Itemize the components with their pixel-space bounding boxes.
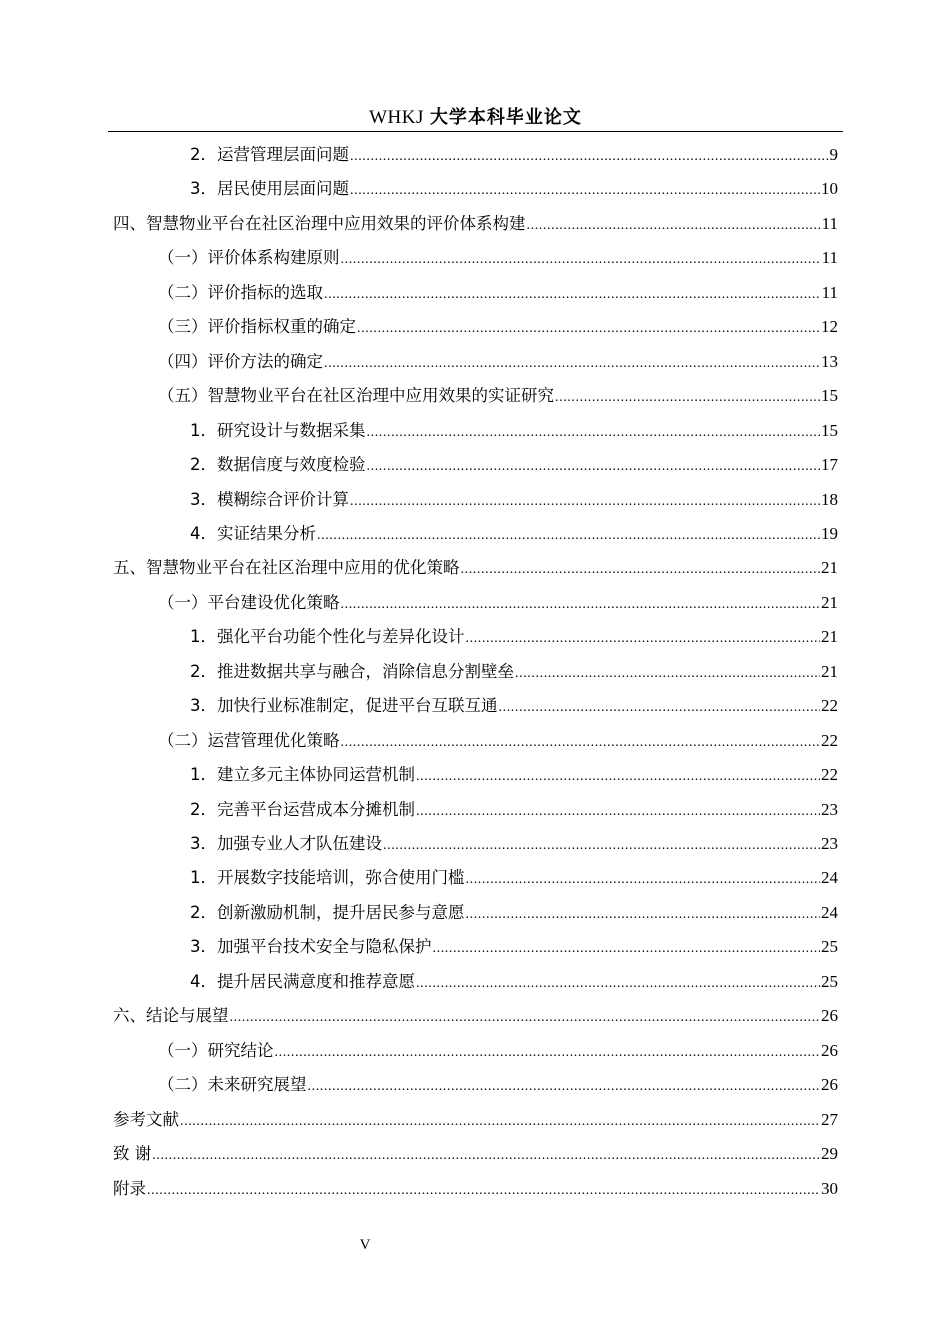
toc-leader-dots [416,762,820,792]
toc-entry-page: 22 [821,730,838,750]
toc-entry-title: （三）评价指标权重的确定 [158,317,356,337]
toc-entry[interactable] [113,1105,838,1135]
toc-entry[interactable] [190,140,838,170]
toc-entry-page: 19 [821,523,838,543]
toc-entry[interactable] [158,1036,838,1066]
toc-entry[interactable] [113,209,838,239]
toc-entry[interactable] [190,450,838,480]
toc-entry-title: 六、结论与展望 [113,1006,229,1026]
toc-leader-dots [466,624,821,654]
toc-entry-page: 11 [821,282,838,302]
toc-leader-dots [324,349,820,379]
toc-entry-page: 26 [821,1040,838,1060]
toc-entry-page: 18 [821,489,838,509]
toc-entry-page: 22 [821,765,838,785]
toc-leader-dots [527,211,821,241]
toc-entry-title: （二）运营管理优化策略 [158,730,340,750]
toc-leader-dots [180,1107,820,1137]
toc-entry-title: （二）未来研究展望 [158,1075,307,1095]
toc-entry-page: 12 [821,317,838,337]
toc-leader-dots [461,555,821,585]
toc-leader-dots [350,487,820,517]
toc-leader-dots [350,176,820,206]
toc-entry-title: 4．提升居民满意度和推荐意愿 [190,971,415,991]
toc-entry[interactable] [190,760,838,790]
toc-leader-dots [341,245,821,275]
header-abbrev: WHKJ [369,107,424,128]
toc-leader-dots [466,900,821,930]
toc-entry-page: 21 [821,558,838,578]
toc-entry-title: 1．研究设计与数据采集 [190,420,366,440]
toc-leader-dots [147,1176,820,1206]
toc-entry[interactable] [158,312,838,342]
toc-entry-title: 2．完善平台运营成本分摊机制 [190,799,415,819]
toc-entry[interactable] [113,1001,838,1031]
toc-entry[interactable] [158,278,838,308]
toc-entry-page: 30 [821,1178,838,1198]
toc-entry[interactable] [158,243,838,273]
toc-leader-dots [515,659,820,689]
toc-entry-page: 26 [821,1006,838,1026]
page-header [108,104,843,131]
toc-leader-dots [341,728,821,758]
toc-entry-page: 10 [821,179,838,199]
toc-entry[interactable] [190,519,838,549]
toc-entry[interactable] [158,588,838,618]
toc-entry[interactable] [190,967,838,997]
page-number: V [359,1237,371,1253]
toc-entry-page: 21 [821,627,838,647]
toc-entry-title: 3．加强专业人才队伍建设 [190,834,382,853]
toc-entry-page: 25 [821,937,838,957]
header-title: 大学本科毕业论文 [429,107,582,128]
toc-entry-page: 21 [821,592,838,612]
toc-entry-title: 参考文献 [113,1109,179,1129]
toc-entry-page: 13 [821,351,838,371]
toc-entry-page: 15 [821,386,838,406]
toc-entry[interactable] [158,381,838,411]
toc-leader-dots [466,865,821,895]
toc-entry-page: 29 [821,1144,838,1164]
toc-entry-page: 23 [821,834,838,853]
toc-entry-title: 2．数据信度与效度检验 [190,455,366,475]
toc-entry-title: 1．建立多元主体协同运营机制 [190,765,415,785]
toc-entry[interactable] [190,174,838,204]
toc-entry[interactable] [190,622,838,652]
toc-leader-dots [383,831,820,861]
toc-entry-page: 9 [829,145,838,164]
toc-entry-title: 2．运营管理层面问题 [190,145,349,164]
toc-leader-dots [275,1038,821,1068]
toc-entry-title: 附录 [113,1178,146,1198]
toc-leader-dots [317,521,820,551]
toc-entry-page: 11 [821,213,838,233]
toc-entry-title: 1．强化平台功能个性化与差异化设计 [190,627,465,647]
toc-entry[interactable] [190,485,838,515]
toc-leader-dots [416,797,820,827]
toc-entry[interactable] [158,347,838,377]
toc-leader-dots [357,314,820,344]
toc-entry-title: （五）智慧物业平台在社区治理中应用效果的实证研究 [158,386,554,406]
toc-leader-dots [416,969,820,999]
toc-entry-title: （一）评价体系构建原则 [158,248,340,268]
toc-entry-page: 24 [821,868,838,888]
toc-entry[interactable] [113,1174,838,1204]
toc-entry[interactable] [113,1139,838,1169]
toc-entry-title: 3．加快行业标准制定，促进平台互联互通 [190,696,498,716]
toc-leader-dots [230,1003,821,1033]
toc-entry-page: 22 [821,696,838,716]
toc-entry-title: 致 谢 [113,1144,152,1164]
toc-entry-title: 四、智慧物业平台在社区治理中应用效果的评价体系构建 [113,213,526,233]
toc-entry-title: 4．实证结果分析 [190,523,316,543]
toc-entry[interactable] [113,553,838,583]
toc-leader-dots [152,1141,820,1171]
header-rule [108,131,843,132]
toc-entry[interactable] [190,657,838,687]
toc-entry[interactable] [190,416,838,446]
toc-entry[interactable] [158,1070,838,1100]
toc-entry-page: 27 [821,1109,838,1129]
toc-entry-page: 11 [821,248,838,268]
toc-entry-title: 3．加强平台技术安全与隐私保护 [190,937,432,957]
toc-entry-page: 23 [821,799,838,819]
toc-entry-page: 15 [821,420,838,440]
toc-entry[interactable] [190,932,838,962]
toc-leader-dots [350,142,829,172]
toc-entry-title: 3．居民使用层面问题 [190,179,349,199]
toc-entry-title: 2．推进数据共享与融合，消除信息分割壁垒 [190,661,514,681]
toc-entry-title: 五、智慧物业平台在社区治理中应用的优化策略 [113,558,460,578]
toc-entry-title: 1．开展数字技能培训，弥合使用门槛 [190,868,465,888]
toc-entry-page: 21 [821,661,838,681]
toc-entry-title: （一）平台建设优化策略 [158,592,340,612]
toc-entry-title: （二）评价指标的选取 [158,282,323,302]
toc-entry[interactable] [158,726,838,756]
toc-entry[interactable] [190,795,838,825]
toc-leader-dots [555,383,820,413]
toc-entry[interactable] [190,691,838,721]
toc-entry-page: 24 [821,902,838,922]
toc-entry[interactable] [190,829,838,859]
toc-leader-dots [324,280,821,310]
toc-leader-dots [367,418,821,448]
toc-entry-title: 2．创新激励机制，提升居民参与意愿 [190,902,465,922]
toc-leader-dots [341,590,821,620]
toc-leader-dots [308,1072,821,1102]
toc-leader-dots [433,934,821,964]
toc-entry[interactable] [190,898,838,928]
toc-entry-title: （四）评价方法的确定 [158,351,323,371]
toc-entry-title: 3．模糊综合评价计算 [190,489,349,509]
toc-leader-dots [499,693,821,723]
toc-entry-page: 26 [821,1075,838,1095]
toc-entry-page: 17 [821,455,838,475]
toc-entry-page: 25 [821,971,838,991]
toc-leader-dots [367,452,821,482]
toc-entry-title: （一）研究结论 [158,1040,274,1060]
toc-entry[interactable] [190,863,838,893]
